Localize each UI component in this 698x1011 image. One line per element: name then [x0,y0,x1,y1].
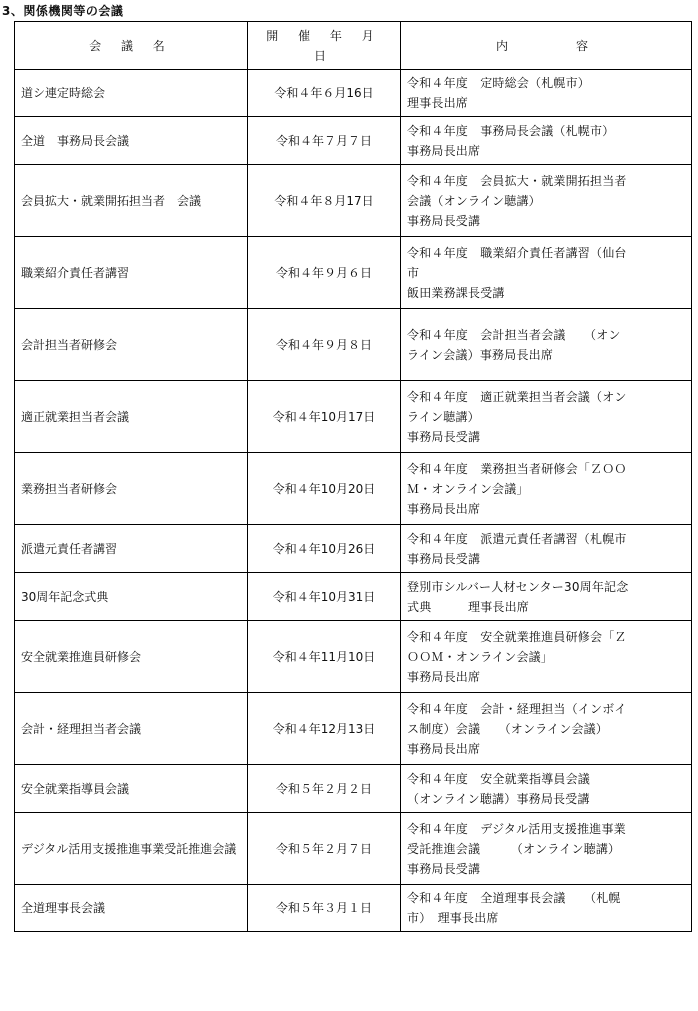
meeting-date-cell: 令和４年９月６日 [248,237,401,309]
meeting-name-cell: デジタル活用支援推進事業受託推進会議 [15,813,248,885]
meeting-name-cell: 30周年記念式典 [15,573,248,621]
content-line: 登別市シルバー人材センター30周年記念 [407,579,629,594]
table-row [15,621,692,693]
meeting-content-cell [401,621,692,693]
content-line: 事務局長出席 [407,741,481,756]
table-row [15,885,692,932]
content-line: 令和４年度 派遣元責任者講習（札幌市 [407,531,627,546]
content-line: 式典 理事長出席 [407,599,530,614]
meeting-date-cell: 令和４年６月16日 [248,70,401,117]
content-line: 令和４年度 安全就業指導員会議 [407,771,591,786]
content-line: 飯田業務課長受講 [407,285,505,300]
meeting-content-cell [401,885,692,932]
header-meeting-name: 会 議 名 [15,22,248,70]
content-line: ＯＯＭ・オンライン会議」 [407,649,554,664]
header-content: 内 容 [401,22,692,70]
content-line: 事務局長受講 [407,429,481,444]
meeting-content-cell [401,309,692,381]
meeting-date-cell: 令和４年10月17日 [248,381,401,453]
meeting-name-cell: 会員拡大・就業開拓担当者 会議 [15,165,248,237]
meeting-content-cell [401,381,692,453]
table-row [15,117,692,165]
table-row [15,70,692,117]
table-row [15,693,692,765]
table-row [15,165,692,237]
table-row [15,525,692,573]
meeting-date-cell: 令和４年10月26日 [248,525,401,573]
meeting-date-cell: 令和５年２月２日 [248,765,401,813]
meeting-date-cell: 令和４年９月８日 [248,309,401,381]
meeting-name-cell: 安全就業指導員会議 [15,765,248,813]
meeting-date-cell: 令和５年２月７日 [248,813,401,885]
meeting-date-cell: 令和４年11月10日 [248,621,401,693]
meeting-name-cell: 全道 事務局長会議 [15,117,248,165]
content-line: 市） 理事長出席 [407,911,499,925]
meeting-name-cell: 道シ連定時総会 [15,70,248,117]
meeting-name-cell: 安全就業推進員研修会 [15,621,248,693]
content-line: ス制度）会議 （オンライン会議） [407,721,609,736]
table-row [15,765,692,813]
content-line: Ｍ・オンライン会議」 [407,481,529,496]
table-row [15,453,692,525]
meeting-date-cell: 令和４年10月20日 [248,453,401,525]
content-line: 令和４年度 事務局長会議（札幌市） [407,123,615,138]
meetings-table [14,21,692,932]
content-line: 事務局長出席 [407,143,481,158]
content-line: 事務局長出席 [407,669,481,684]
content-line: 事務局長受講 [407,213,481,228]
meeting-date-cell: 令和４年８月17日 [248,165,401,237]
content-line: 令和４年度 定時総会（札幌市） [407,76,591,90]
meeting-content-cell [401,693,692,765]
content-line: 令和４年度 会計担当者会議 （オン [407,327,621,342]
content-line: ライン会議）事務局長出席 [407,347,554,362]
meeting-content-cell [401,765,692,813]
meeting-content-cell [401,453,692,525]
meeting-name-cell: 全道理事長会議 [15,885,248,932]
meeting-content-cell [401,70,692,117]
meeting-name-cell: 会計・経理担当者会議 [15,693,248,765]
content-line: 受託推進会議 （オンライン聴講） [407,841,621,856]
meeting-date-cell: 令和５年３月１日 [248,885,401,932]
meeting-name-cell: 業務担当者研修会 [15,453,248,525]
table-row [15,813,692,885]
meeting-content-cell [401,117,692,165]
meeting-content-cell [401,813,692,885]
table-header-row [15,22,692,70]
meeting-content-cell [401,525,692,573]
content-line: （オンライン聴講）事務局長受講 [407,791,590,806]
meeting-name-cell: 適正就業担当者会議 [15,381,248,453]
header-date: 開 催 年 月 日 [248,22,401,70]
content-line: 会議（オンライン聴講） [407,193,541,208]
content-line: 令和４年度 職業紹介責任者講習（仙台 [407,245,627,260]
meeting-date-cell: 令和４年12月13日 [248,693,401,765]
table-row [15,237,692,309]
content-line: 理事長出席 [407,96,469,110]
table-row [15,381,692,453]
content-line: 市 [407,265,420,280]
meeting-content-cell [401,237,692,309]
meeting-date-cell: 令和４年７月７日 [248,117,401,165]
section-title: 3、関係機関等の会議 [2,4,124,18]
content-line: 令和４年度 会員拡大・就業開拓担当者 [407,173,627,188]
table-row [15,573,692,621]
content-line: 事務局長受講 [407,861,481,876]
meeting-name-cell: 会計担当者研修会 [15,309,248,381]
content-line: 令和４年度 業務担当者研修会「ＺＯＯ [407,461,627,476]
meeting-name-cell: 職業紹介責任者講習 [15,237,248,309]
content-line: 令和４年度 会計・経理担当（インボイ [407,701,627,716]
content-line: ライン聴講） [407,409,480,424]
table-row [15,309,692,381]
content-line: 令和４年度 適正就業担当者会議（オン [407,389,627,404]
content-line: 令和４年度 安全就業推進員研修会「Ｚ [407,629,627,644]
meeting-name-cell: 派遣元責任者講習 [15,525,248,573]
meeting-date-cell: 令和４年10月31日 [248,573,401,621]
meeting-content-cell [401,165,692,237]
content-line: 令和４年度 全道理事長会議 （札幌 [407,891,621,905]
content-line: 事務局長受講 [407,551,481,566]
content-line: 事務局長出席 [407,501,481,516]
meeting-content-cell [401,573,692,621]
content-line: 令和４年度 デジタル活用支援推進事業 [407,821,626,836]
